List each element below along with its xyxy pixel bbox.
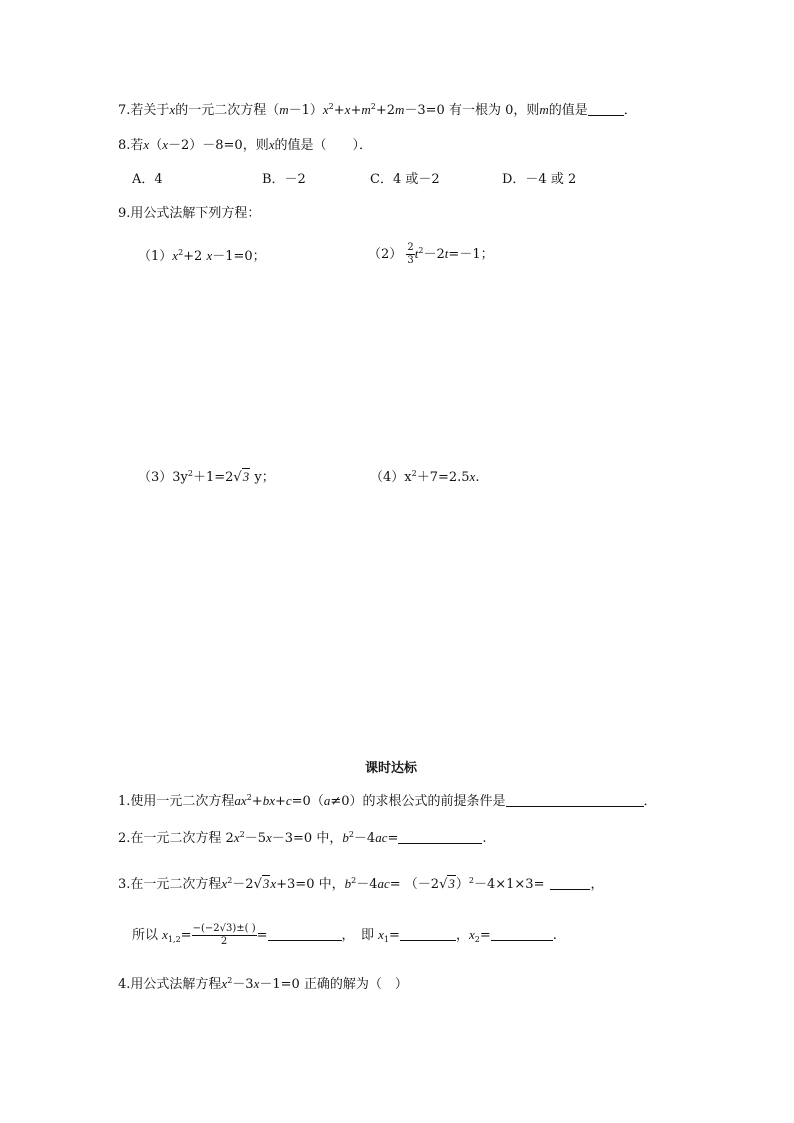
d1-text: + [274, 794, 286, 809]
d2-text: . [482, 831, 487, 846]
d3-text: +3=0 中， [276, 877, 345, 892]
d3-text: －4×1×3= [473, 877, 545, 892]
d2-text: －3=0 中， [271, 831, 343, 846]
d4-text: －3 [232, 977, 254, 992]
d3-var: x [221, 876, 228, 891]
d3-roots-blank[interactable] [268, 928, 342, 941]
fraction-numerator: 2 [407, 242, 414, 253]
question-9-title: 9.用公式法解下列方程： [118, 206, 261, 221]
d1-var: c [285, 793, 292, 808]
drill-question-1 [118, 794, 657, 808]
q9-p2-exp: 2 [418, 246, 424, 255]
d3-exp: 2 [351, 876, 357, 885]
d2-text: －5 [244, 831, 266, 846]
d4-exp: 2 [227, 976, 233, 985]
d2-var: b [342, 830, 349, 845]
d2-var: x [233, 830, 240, 845]
q8-var: x [143, 137, 150, 152]
d4-text: 4.用公式法解方程 [118, 977, 222, 992]
d3-exp: 2 [468, 876, 474, 885]
q9-p2-var: t [444, 246, 449, 261]
sqrt-radicand: 3 [242, 469, 250, 484]
d3-text: －2 [232, 877, 254, 892]
q9-p4-text: . [475, 470, 480, 485]
d3-subscript: 2 [474, 935, 480, 944]
d3-text: ） [455, 877, 469, 892]
q9-part-3 [138, 470, 275, 484]
q8-option-c[interactable]: C．4 或－2 [370, 172, 440, 187]
d3-text: ， [455, 928, 469, 943]
d3-var: x [378, 927, 384, 942]
d2-text: = [387, 831, 399, 846]
d3-text: = （－2 [389, 877, 440, 892]
d1-var: bx [262, 793, 275, 808]
q9-p1-var: x [172, 248, 179, 263]
d1-text: 1.使用一元二次方程 [118, 794, 235, 809]
d4-var: x [221, 976, 228, 991]
d3-var: ac [377, 876, 390, 891]
d3-text: = [479, 928, 491, 943]
d3-text: . [552, 928, 557, 943]
q9-p2-var: t [414, 246, 419, 261]
q7-text: 的值是 [548, 103, 588, 118]
d3-text: ， 即 [341, 928, 375, 943]
q7-var: x [169, 102, 176, 117]
q8-text: －2）－8=0，则 [167, 138, 269, 153]
q9-p2-text: （2） [368, 247, 403, 262]
d3-text: 所以 [132, 928, 159, 943]
q7-text: 的一元二次方程（ [175, 103, 280, 118]
q8-text: 的值是（ ）． [274, 138, 372, 153]
d2-exp: 2 [348, 830, 354, 839]
d3-x2-blank[interactable] [491, 928, 553, 941]
d2-text: －4 [353, 831, 376, 846]
q8-text: 8.若 [118, 138, 144, 153]
d2-answer-blank[interactable] [398, 831, 482, 844]
q8-var: x [162, 137, 168, 152]
q9-part-4 [370, 470, 479, 484]
q9-p3-text: （3）3y [138, 470, 188, 485]
d3-text: 3.在一元二次方程 [118, 877, 222, 892]
q7-var: m [539, 102, 549, 117]
d3-text: = [180, 928, 192, 943]
d2-var: x [265, 830, 272, 845]
q9-p3-exp: 2 [187, 469, 193, 478]
q7-text: －1） [288, 103, 323, 118]
d4-var: x [253, 976, 260, 991]
q9-p4-text: （4）x [370, 470, 412, 485]
d3-x1-blank[interactable] [400, 928, 456, 941]
d3-text: ， [590, 877, 604, 892]
q7-var: x [322, 102, 329, 117]
d3-var: x [270, 876, 277, 891]
q8-var: x [268, 137, 275, 152]
d1-text: =0（ [291, 794, 324, 809]
q9-p2-text: =－1； [448, 247, 494, 262]
d3-root-fraction [192, 924, 257, 947]
q9-p2-fraction [406, 243, 414, 266]
d3-subscript: 1,2 [167, 935, 181, 944]
q9-part-2 [368, 243, 494, 266]
drill-question-2 [118, 831, 487, 845]
q9-p4-exp: 2 [411, 469, 417, 478]
d3-text: = [256, 928, 268, 943]
d3-var: x [162, 927, 168, 942]
q7-text: 7.若关于 [118, 103, 170, 118]
d3-var: b [344, 876, 352, 891]
q7-text: －3=0 有一根为 0，则 [404, 103, 540, 118]
q7-var: m [395, 102, 405, 117]
section-title: 课时达标 [365, 761, 418, 776]
d3-subscript: 1 [383, 935, 390, 944]
q8-option-d[interactable]: D．－4 或 2 [502, 172, 577, 187]
fraction-numerator: −(−2√3)±( ) [192, 923, 256, 934]
q9-p3-text: y； [254, 470, 275, 485]
q9-p1-text: +2 [183, 249, 203, 264]
q8-option-a[interactable]: A．4 [132, 172, 163, 187]
d1-answer-blank[interactable] [506, 794, 644, 807]
q9-p1-var: x [206, 248, 213, 263]
q8-option-b[interactable]: B．－2 [262, 172, 306, 187]
sqrt-symbol: √3 [439, 876, 455, 892]
drill-question-4 [118, 977, 408, 991]
q7-var: m [279, 102, 289, 117]
q9-p4-text: ＋7=2.5 [416, 470, 470, 485]
q7-text: + [333, 103, 345, 118]
q9-part-1 [138, 249, 266, 263]
sqrt-radicand: 3 [262, 876, 270, 891]
d2-var: ac [375, 830, 388, 845]
d1-text: ≠0）的求根公式的前提条件是 [330, 794, 506, 809]
q7-exp: 2 [328, 102, 334, 111]
q7-answer-blank[interactable] [588, 103, 624, 116]
q7-exp: 2 [370, 102, 376, 111]
q7-text: +2 [375, 103, 395, 118]
d1-text: ． [643, 794, 657, 809]
q7-text: ． [623, 103, 637, 118]
d3-var: x [468, 927, 475, 942]
sqrt-symbol: √3 [233, 469, 250, 485]
fraction-denominator: 2 [220, 936, 228, 947]
q7-var: m [361, 102, 371, 117]
q9-p3-text: ＋1=2 [192, 470, 234, 485]
d3-text: = [389, 928, 400, 943]
drill-question-3-solution [132, 924, 557, 947]
q9-p1-text: －1=0； [212, 249, 266, 264]
d3-discriminant-blank[interactable] [550, 877, 590, 890]
d2-text: 2.在一元二次方程 2 [118, 831, 234, 846]
q9-p1-exp: 2 [178, 248, 184, 257]
d2-exp: 2 [239, 830, 245, 839]
q9-p1-text: （1） [138, 249, 173, 264]
d3-text: －4 [356, 877, 378, 892]
sqrt-radicand: 3 [448, 876, 455, 891]
sqrt-symbol: √3 [253, 876, 270, 892]
d1-exp: 2 [246, 793, 252, 802]
d1-var: a [323, 793, 331, 808]
d4-text: －1=0 正确的解为（ ） [259, 977, 408, 992]
question-8 [118, 138, 372, 152]
d3-exp: 2 [227, 876, 233, 885]
q9-p2-text: －2 [423, 247, 445, 262]
q7-var: x [344, 102, 351, 117]
q8-text: （ [149, 138, 163, 153]
question-7 [118, 103, 637, 117]
d1-var: ax [234, 793, 247, 808]
d1-text: + [251, 794, 263, 809]
drill-question-3 [118, 877, 603, 891]
fraction-denominator: 3 [407, 255, 414, 266]
q7-text: + [350, 103, 362, 118]
q9-p4-var: x [469, 469, 476, 484]
